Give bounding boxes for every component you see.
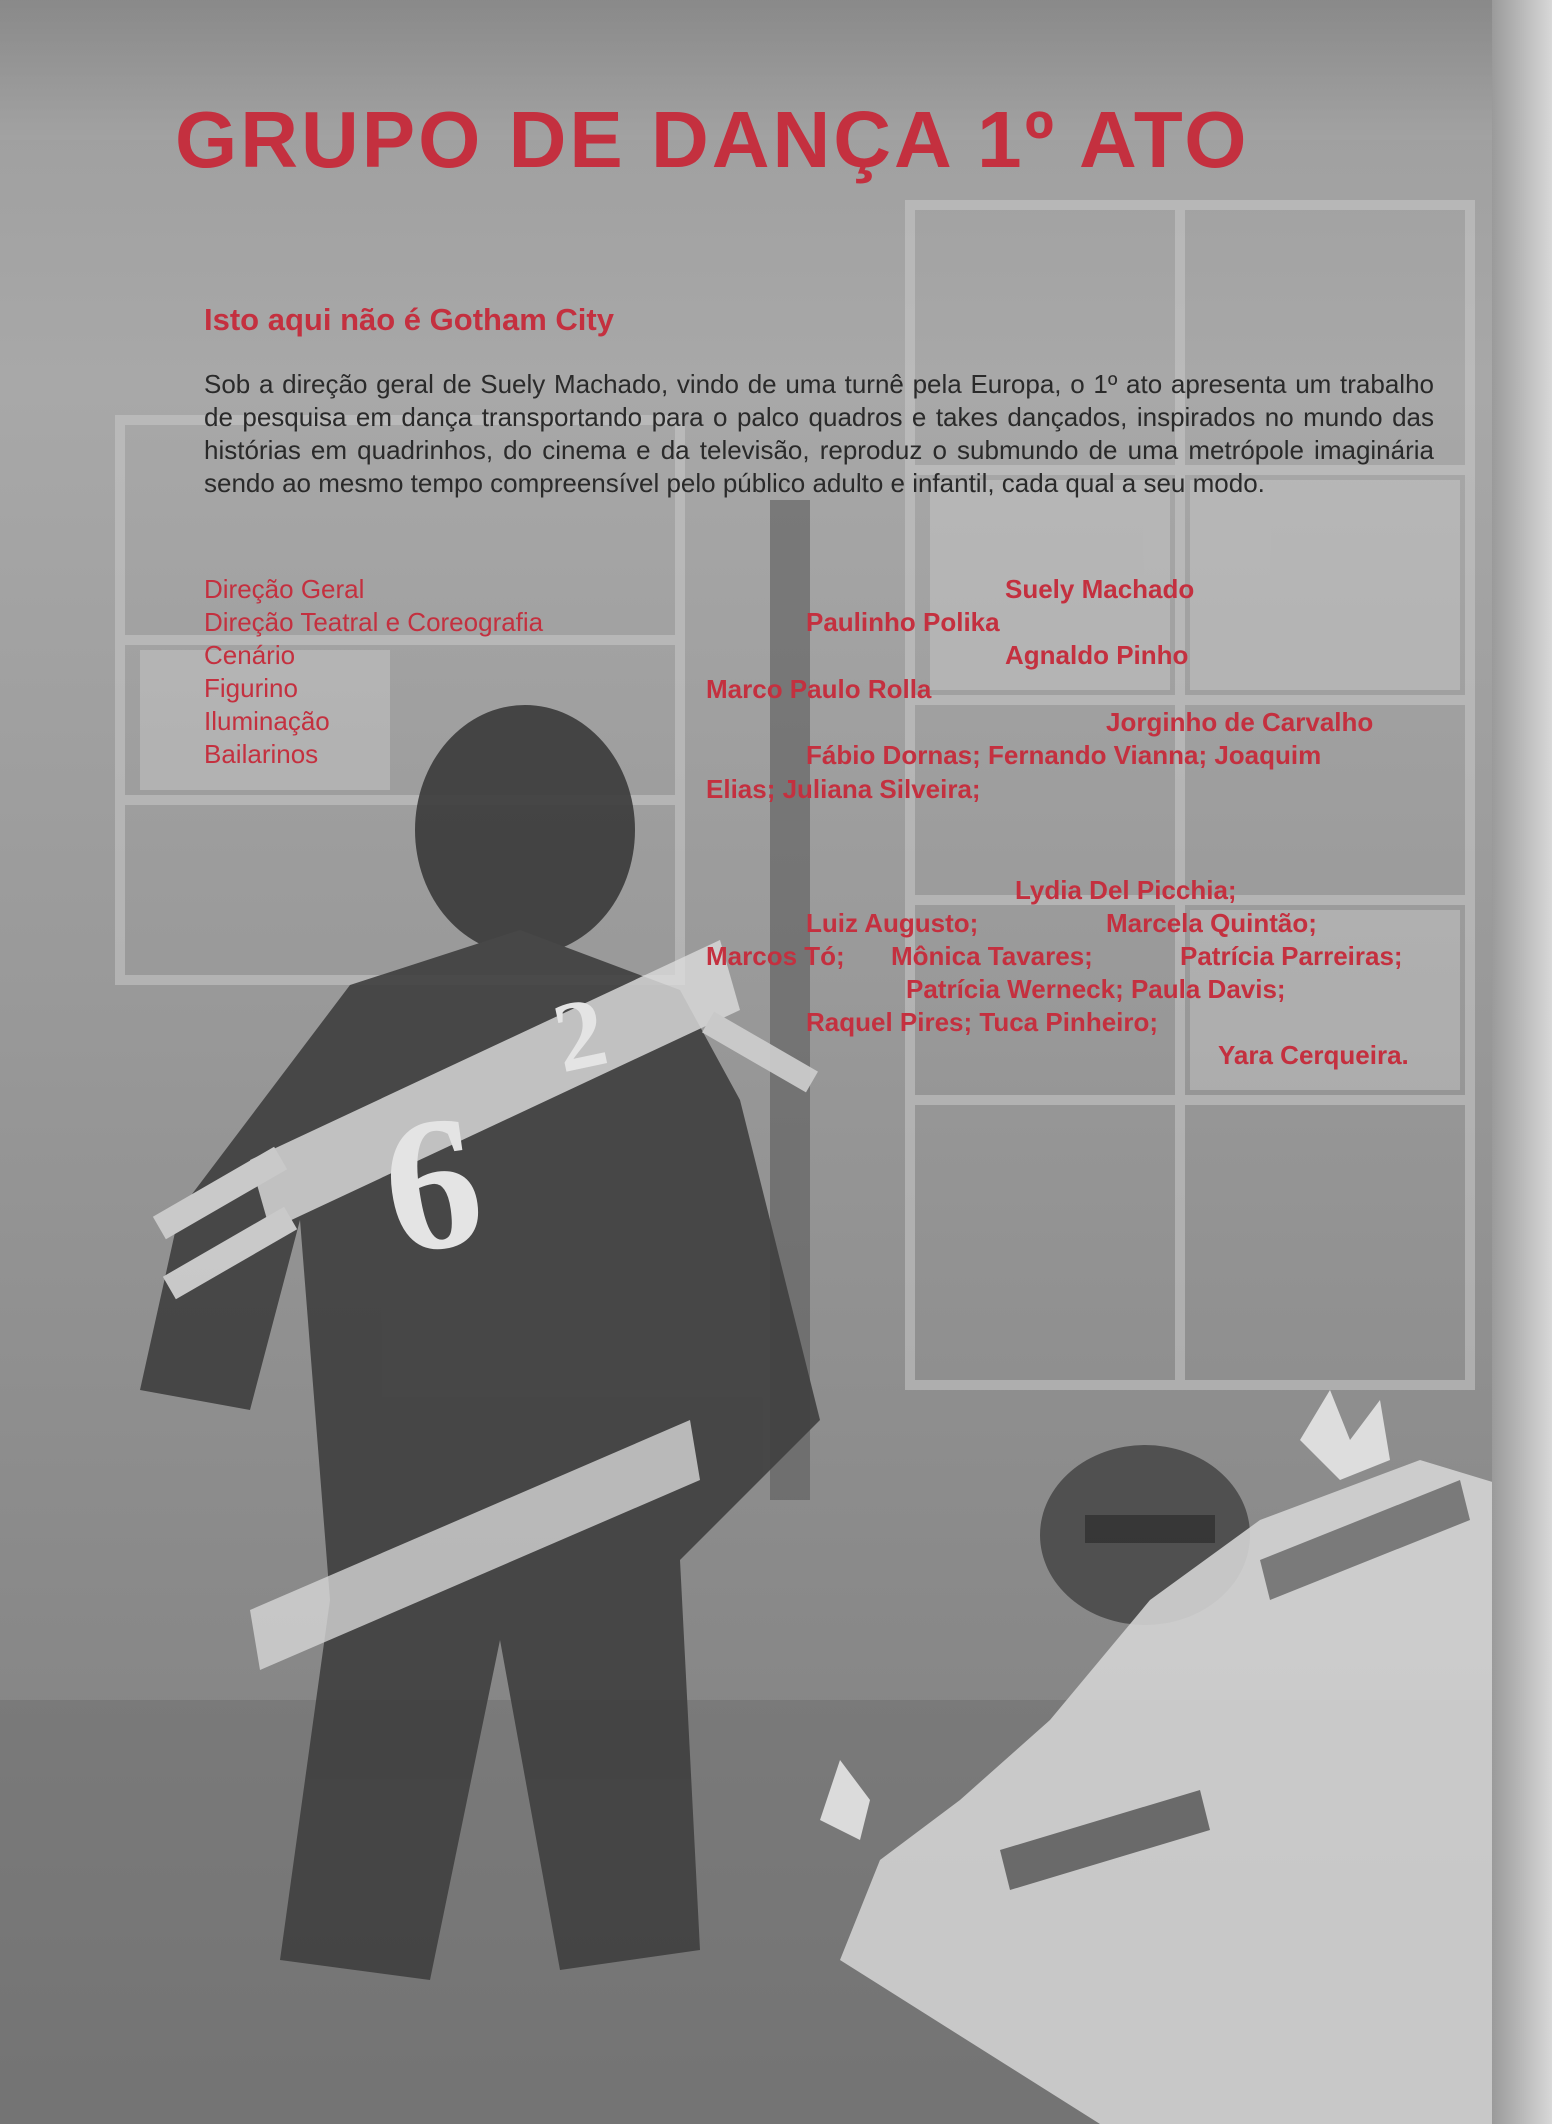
- role-label: Cenário: [204, 640, 296, 670]
- page-edge: [1492, 0, 1552, 2124]
- section-subtitle: Isto aqui não é Gotham City: [204, 302, 614, 337]
- role-label: Direção Teatral e Coreografia: [204, 607, 544, 637]
- intro-paragraph: Sob a direção geral de Suely Machado, vindo de uma turnê pela Europa, o 1º ato apresenta um trabalho de pesquisa em dança transportando para o palco quadros e takes dançados, inspirados no mundo das histórias em quadrinhos, do cinema e da televisão, reproduz o submundo de uma metrópole imaginária sendo ao mesmo tempo compreensível pelo público adulto e infantil, cada qual a seu modo.: [204, 369, 1434, 498]
- credit-name: Paulinho Polika: [806, 607, 1000, 637]
- credit-name: Mônica Tavares;: [891, 941, 1093, 971]
- credits-roles: [204, 573, 543, 771]
- role-label: Figurino: [204, 673, 298, 703]
- role-label: Bailarinos: [204, 739, 319, 769]
- credit-name: Elias; Juliana Silveira;: [706, 774, 981, 804]
- page-title: GRUPO DE DANÇA 1º ATO: [175, 95, 1250, 184]
- jersey-number-2: 2: [543, 975, 616, 1094]
- credit-name: Patrícia Parreiras;: [1180, 941, 1403, 971]
- credit-name: Marco Paulo Rolla: [706, 674, 932, 704]
- credit-name: Lydia Del Picchia;: [1015, 875, 1237, 905]
- credit-name: Suely Machado: [1005, 574, 1195, 604]
- credit-name: Marcos Tó;: [706, 941, 845, 971]
- credit-name: Agnaldo Pinho: [1005, 640, 1189, 670]
- credit-name: Marcela Quintão;: [1106, 908, 1317, 938]
- credit-name: Luiz Augusto;: [806, 908, 979, 938]
- credit-name: Jorginho de Carvalho: [1106, 707, 1374, 737]
- jersey-number-6: 6: [370, 1074, 495, 1296]
- credit-name: Yara Cerqueira.: [1218, 1040, 1409, 1070]
- credit-name: Raquel Pires; Tuca Pinheiro;: [806, 1007, 1159, 1037]
- credit-name: Patrícia Werneck; Paula Davis;: [906, 974, 1286, 1004]
- role-label: Iluminação: [204, 706, 330, 736]
- credit-name: Fábio Dornas; Fernando Vianna; Joaquim: [806, 740, 1322, 770]
- role-label: Direção Geral: [204, 574, 365, 604]
